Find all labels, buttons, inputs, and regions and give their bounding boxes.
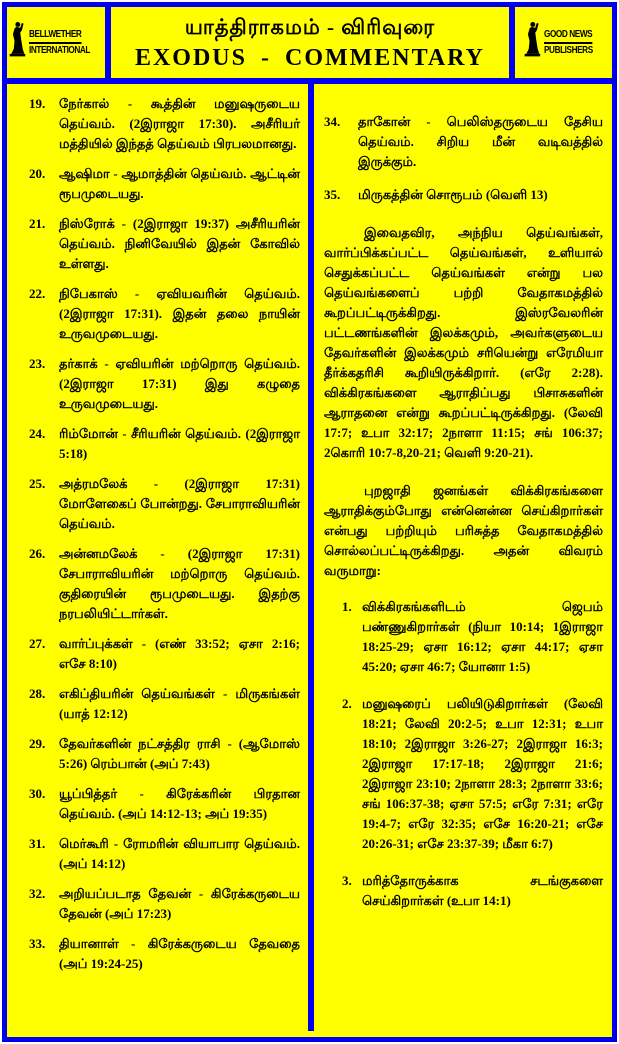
- item-number: 23.: [29, 356, 46, 371]
- item-27: [27, 634, 300, 674]
- item-28: [27, 684, 300, 724]
- item-number: 1.: [342, 599, 352, 614]
- item-number: 29.: [29, 736, 46, 751]
- item-number: 25.: [29, 476, 46, 491]
- item-34: [324, 112, 603, 172]
- item-number: 35.: [324, 187, 341, 202]
- practice-3: [342, 871, 603, 911]
- deity-list-34-35: [324, 112, 603, 205]
- item-number: 3.: [342, 873, 352, 888]
- logo-line-2: PUBLISHERS: [544, 44, 594, 56]
- item-number: 26.: [29, 546, 46, 561]
- practice-1: [342, 597, 603, 677]
- item-text: மெர்கூரி - ரோமரின் வியாபார தெய்வம். (அப் 14:12): [59, 836, 300, 871]
- item-21: [27, 214, 300, 274]
- practice-2: [342, 694, 603, 854]
- page-title-english: EXODUS - COMMENTARY: [134, 45, 486, 71]
- item-text: மிருகத்தின் சொரூபம் (வெளி 13): [358, 187, 548, 202]
- item-text: நேர்கால் - கூத்தின் மனுஷருடைய தெய்வம். (2இராஜா 17:30). அசீரியர் மத்தியில் இந்தத் தெய்வம் பிரபலமானது.: [59, 96, 300, 151]
- item-33: [27, 934, 300, 974]
- item-number: 28.: [29, 686, 46, 701]
- good-news-publishers-logo: [509, 7, 612, 78]
- item-31: [27, 834, 300, 874]
- item-number: 20.: [29, 166, 46, 181]
- item-number: 19.: [29, 96, 46, 111]
- item-number: 24.: [29, 426, 46, 441]
- item-text: தாகோன் - பெலிஸ்தருடைய தேசிய தெய்வம். சிறிய மீன் வடிவத்தில் இருக்கும்.: [358, 114, 603, 169]
- header: [7, 7, 612, 84]
- herald-figure-icon: [523, 20, 541, 65]
- item-29: [27, 734, 300, 774]
- paragraph-idol-worship-intro: புறஜாதி ஜனங்கள் விக்கிரகங்களை ஆராதிக்கும்போது என்னென்ன செய்கிறார்கள் என்பது பற்றியும் பரிசுத்த வேதாகமத்தில் சொல்லப்பட்டிருக்கிறது. அதன் விவரம் வருமாறு:: [324, 483, 603, 578]
- item-text: வார்ப்புக்கள் - (எண் 33:52; ஏசா 2:16; எசே 8:10): [59, 636, 300, 671]
- item-number: 32.: [29, 886, 46, 901]
- item-number: 27.: [29, 636, 46, 651]
- item-26: [27, 544, 300, 624]
- item-number: 33.: [29, 936, 46, 951]
- right-column: [314, 84, 612, 1031]
- item-text: யூப்பித்தர் - கிரேக்கரின் பிரதான தெய்வம். (அப் 14:12-13; அப் 19:35): [59, 786, 300, 821]
- item-text: ரிம்மோன் - சீரியரின் தெய்வம். (2இராஜா 5:18): [59, 426, 300, 461]
- item-number: 31.: [29, 836, 46, 851]
- good-news-logo-text: [544, 29, 593, 57]
- item-35: [324, 185, 603, 205]
- body-columns: [7, 84, 612, 1031]
- page-title-tamil: யாத்திராகமம் - விரிவுரை: [184, 15, 436, 39]
- deity-list-19-33: [27, 94, 300, 974]
- item-text: அத்ரமலேக் - (2இராஜா 17:31) மோளேகைப் போன்றது. சேபாராவியரின் தெய்வம்.: [59, 476, 300, 531]
- item-23: [27, 354, 300, 414]
- page-frame: [2, 2, 617, 1042]
- item-24: [27, 424, 300, 464]
- item-text: அறியப்படாத தேவன் - கிரேக்கருடைய தேவன் (அப் 17:23): [59, 886, 300, 921]
- item-number: 30.: [29, 786, 46, 801]
- logo-line-1: GOOD NEWS: [544, 29, 592, 44]
- item-text: நிஸ்ரோக் - (2இராஜா 19:37) அசீரியரின் தெய்வம். நினிவேயில் இதன் கோவில் உள்ளது.: [59, 216, 300, 271]
- item-text: எகிப்தியரின் தெய்வங்கள் - மிருகங்கள் (யாத் 12:12): [59, 686, 300, 721]
- item-text: அன்னமலேக் - (2இராஜா 17:31) சேபாராவியரின் மற்றொரு தெய்வம். குதிரையின் ரூபமுடையது. இதற்கு நரபலியிட்டார்கள்.: [59, 546, 300, 621]
- logo-line-1: BELLWETHER: [29, 29, 81, 44]
- item-number: 2.: [342, 696, 352, 711]
- item-30: [27, 784, 300, 824]
- title-block: [111, 7, 509, 78]
- item-text: மனுஷரைப் பலியிடுகிறார்கள் (லேவி 18:21; லேவி 20:2-5; உபா 12:31; உபா 18:10; 2இராஜா 3:26-27; 2இராஜா 16:3; 2இராஜா 17:17-18; 2இராஜா 21:6; 2இராஜா 23:10; 2நாளா 28:3; 2நாளா 33:6; சங் 106:37-38; ஏசா 57:5; எரே 7:31; எரே 19:4-7; எரே 32:35; எசே 16:20-21; எசே 20:26-31; எசே 23:37-39; மீகா 6:7): [362, 696, 603, 851]
- idol-practices-list: [342, 597, 603, 911]
- item-text: நிபேகாஸ் - ஏவியவரின் தெய்வம். (2இராஜா 17:31). இதன் தலை நாயின் உருவமுடையது.: [59, 286, 300, 341]
- item-32: [27, 884, 300, 924]
- item-number: 21.: [29, 216, 46, 231]
- paragraph-other-gods: இவைதவிர, அந்நிய தெய்வங்கள், வார்ப்பிக்கப்பட்ட தெய்வங்கள், உளியால் செதுக்கப்பட்ட தெய்வங்கள் என்று பல தெய்வங்களைப் பற்றி வேதாகமத்தில் கூறப்பட்டிருக்கிறது. இஸ்ரவேலரின் பட்டணங்களின் இலக்கமும், அவர்களுடைய தேவர்களின் இலக்கமும் சரியென்று எரேமியா தீர்க்கதரிசி கூறியிருக்கிறார். (எரே 2:28). விக்கிரகங்களை ஆராதிப்பது பிசாசுகளின் ஆராதனை என்று கூறப்பட்டிருக்கிறது. (லேவி 17:7; உபா 32:17; 2நாளா 11:15; சங் 106:37; 2கொரி 10:7-8,20-21; வெளி 9:20-21).: [324, 225, 603, 460]
- bellwether-figure-icon: [8, 20, 26, 65]
- item-25: [27, 474, 300, 534]
- item-20: [27, 164, 300, 204]
- item-text: மரித்தோருக்காக சடங்குகளை செய்கிறார்கள் (உபா 14:1): [362, 873, 603, 908]
- item-text: ஆஷிமா - ஆமாத்தின் தெய்வம். ஆட்டின் ரூபமுடையது.: [59, 166, 300, 201]
- left-column: [7, 84, 314, 1031]
- bellwether-logo: [7, 7, 111, 78]
- item-number: 34.: [324, 114, 341, 129]
- item-text: தேவர்களின் நட்சத்திர ராசி - (ஆமோஸ் 5:26) ரெம்பான் (அப் 7:43): [59, 736, 300, 771]
- item-number: 22.: [29, 286, 46, 301]
- item-19: [27, 94, 300, 154]
- bellwether-logo-text: [29, 29, 90, 57]
- item-text: தியானாள் - கிரேக்கருடைய தேவதை (அப் 19:24-25): [59, 936, 300, 971]
- item-text: விக்கிரகங்களிடம் ஜெபம் பண்ணுகிறார்கள் (நியா 10:14; 1இராஜா 18:25-29; ஏசா 16:12; ஏசா 44:17; ஏசா 45:20; ஏசா 46:7; யோனா 1:5): [362, 599, 603, 674]
- item-22: [27, 284, 300, 344]
- logo-line-2: INTERNATIONAL: [29, 44, 91, 56]
- item-text: தர்காக் - ஏவியரின் மற்றொரு தெய்வம். (2இராஜா 17:31) இது கழுதை உருவமுடையது.: [59, 356, 300, 411]
